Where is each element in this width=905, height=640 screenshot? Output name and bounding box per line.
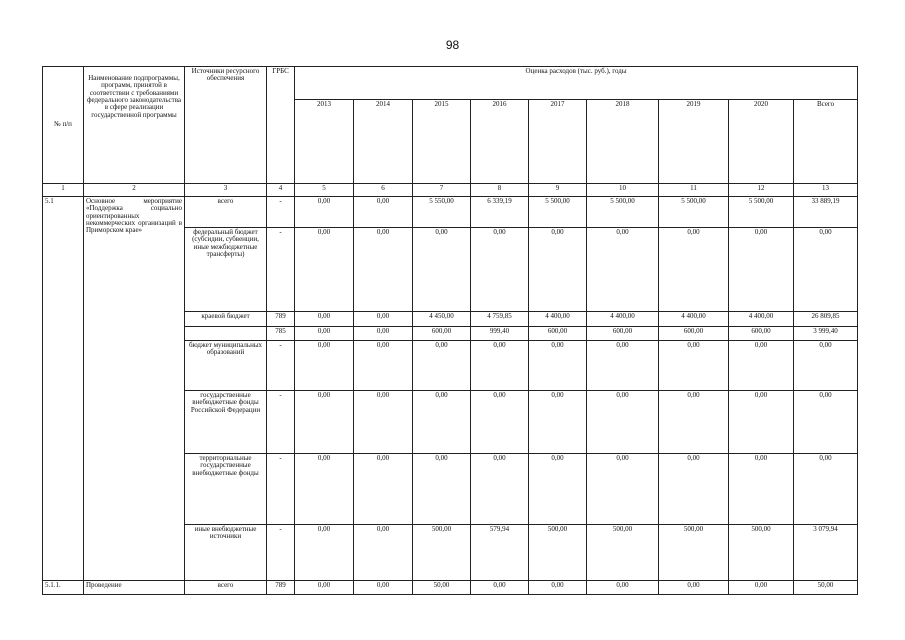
value-cell: 3 079,94: [794, 525, 858, 581]
value-cell: 0,00: [587, 391, 659, 454]
value-cell: 0,00: [295, 312, 354, 327]
value-cell: 4 400,00: [587, 312, 659, 327]
grbs-cell: -: [267, 525, 295, 581]
value-cell: 50,00: [413, 581, 471, 595]
value-cell: 5 500,00: [729, 197, 794, 228]
column-number: 13: [794, 184, 858, 197]
value-cell: 0,00: [354, 391, 413, 454]
value-cell: 0,00: [295, 454, 354, 525]
value-cell: 5 550,00: [413, 197, 471, 228]
year-header: 2019: [659, 100, 729, 184]
value-cell: 0,00: [659, 228, 729, 312]
value-cell: 0,00: [471, 228, 529, 312]
year-header: 2017: [529, 100, 587, 184]
column-number: 9: [529, 184, 587, 197]
value-cell: 0,00: [794, 391, 858, 454]
column-number-row: [43, 184, 858, 197]
value-cell: 0,00: [295, 228, 354, 312]
column-number: 4: [267, 184, 295, 197]
column-number: 3: [185, 184, 267, 197]
value-cell: 0,00: [413, 341, 471, 391]
value-cell: 0,00: [471, 391, 529, 454]
value-cell: 0,00: [659, 454, 729, 525]
value-cell: 0,00: [354, 454, 413, 525]
value-cell: 26 809,85: [794, 312, 858, 327]
grbs-cell: 785: [267, 327, 295, 341]
value-cell: 0,00: [295, 525, 354, 581]
budget-table: [42, 66, 858, 595]
value-cell: 0,00: [354, 341, 413, 391]
column-number: 11: [659, 184, 729, 197]
source-cell: государственные внебюджетные фонды Российской Федерации: [185, 391, 267, 454]
value-cell: 500,00: [587, 525, 659, 581]
value-cell: 0,00: [354, 581, 413, 595]
value-cell: 0,00: [729, 454, 794, 525]
source-cell: [185, 327, 267, 341]
value-cell: 0,00: [529, 454, 587, 525]
value-cell: 0,00: [354, 525, 413, 581]
value-cell: 0,00: [295, 197, 354, 228]
value-cell: 5 500,00: [587, 197, 659, 228]
value-cell: 0,00: [587, 341, 659, 391]
column-number: 5: [295, 184, 354, 197]
column-number: 1: [43, 184, 84, 197]
source-cell: иные внебюджетные источники: [185, 525, 267, 581]
source-cell: территориальные государственные внебюджетные фонды: [185, 454, 267, 525]
column-number: 8: [471, 184, 529, 197]
year-header: 2016: [471, 100, 529, 184]
header-num: № п/п: [43, 67, 84, 184]
value-cell: 0,00: [659, 391, 729, 454]
value-cell: 0,00: [413, 228, 471, 312]
header-estimate: Оценка расходов (тыс. руб.), годы: [295, 67, 858, 100]
value-cell: 0,00: [413, 391, 471, 454]
value-cell: 4 400,00: [659, 312, 729, 327]
grbs-cell: -: [267, 454, 295, 525]
value-cell: 0,00: [794, 341, 858, 391]
source-cell: федеральный бюджет (субсидии, субвенции, иные межбюджетные трансферты): [185, 228, 267, 312]
value-cell: 0,00: [354, 197, 413, 228]
grbs-cell: 789: [267, 581, 295, 595]
source-cell: краевой бюджет: [185, 312, 267, 327]
year-header: 2018: [587, 100, 659, 184]
grbs-cell: -: [267, 391, 295, 454]
column-number: 6: [354, 184, 413, 197]
value-cell: 6 339,19: [471, 197, 529, 228]
value-cell: 0,00: [729, 228, 794, 312]
value-cell: 0,00: [794, 454, 858, 525]
value-cell: 0,00: [729, 581, 794, 595]
header-row: [43, 67, 858, 100]
source-cell: всего: [185, 581, 267, 595]
value-cell: 4 400,00: [729, 312, 794, 327]
table-row: [43, 581, 858, 595]
value-cell: 50,00: [794, 581, 858, 595]
value-cell: 0,00: [529, 228, 587, 312]
value-cell: 500,00: [529, 525, 587, 581]
value-cell: 4 400,00: [529, 312, 587, 327]
value-cell: 0,00: [587, 581, 659, 595]
value-cell: 0,00: [659, 581, 729, 595]
value-cell: 0,00: [471, 341, 529, 391]
section-name: Основное мероприятие «Поддержка социально ориентированных некоммерческих организаций в Приморском крае»: [84, 197, 185, 581]
year-header: 2015: [413, 100, 471, 184]
column-number: 2: [84, 184, 185, 197]
value-cell: 0,00: [354, 327, 413, 341]
value-cell: 600,00: [729, 327, 794, 341]
value-cell: 579,94: [471, 525, 529, 581]
header-name: Наименование подпрограммы, программ, принятой в соответствии с требованиями федерального законодательства в сфере реализации государственной программы: [84, 67, 185, 184]
column-number: 7: [413, 184, 471, 197]
section-number: 5.1: [43, 197, 84, 581]
value-cell: 0,00: [413, 454, 471, 525]
total-header: Всего: [794, 100, 858, 184]
value-cell: 0,00: [729, 341, 794, 391]
header-grbs: ГРБС: [267, 67, 295, 184]
value-cell: 500,00: [659, 525, 729, 581]
grbs-cell: -: [267, 197, 295, 228]
value-cell: 0,00: [471, 581, 529, 595]
value-cell: 500,00: [413, 525, 471, 581]
column-number: 12: [729, 184, 794, 197]
year-header: 2020: [729, 100, 794, 184]
value-cell: 0,00: [295, 341, 354, 391]
value-cell: 0,00: [794, 228, 858, 312]
column-number: 10: [587, 184, 659, 197]
year-header: 2014: [354, 100, 413, 184]
value-cell: 0,00: [295, 327, 354, 341]
value-cell: 600,00: [659, 327, 729, 341]
value-cell: 0,00: [354, 228, 413, 312]
value-cell: 0,00: [529, 581, 587, 595]
value-cell: 5 500,00: [529, 197, 587, 228]
page-number: 98: [445, 38, 460, 52]
grbs-cell: -: [267, 228, 295, 312]
value-cell: 33 889,19: [794, 197, 858, 228]
value-cell: 5 500,00: [659, 197, 729, 228]
table-row: [43, 197, 858, 228]
value-cell: 600,00: [529, 327, 587, 341]
year-header: 2013: [295, 100, 354, 184]
value-cell: 0,00: [529, 391, 587, 454]
value-cell: 0,00: [659, 341, 729, 391]
grbs-cell: -: [267, 341, 295, 391]
source-cell: бюджет муниципальных образований: [185, 341, 267, 391]
value-cell: 4 450,00: [413, 312, 471, 327]
source-cell: всего: [185, 197, 267, 228]
value-cell: 0,00: [295, 581, 354, 595]
value-cell: 3 999,40: [794, 327, 858, 341]
subsection-number: 5.1.1.: [43, 581, 84, 595]
value-cell: 0,00: [729, 391, 794, 454]
value-cell: 0,00: [295, 391, 354, 454]
value-cell: 500,00: [729, 525, 794, 581]
value-cell: 4 759,85: [471, 312, 529, 327]
value-cell: 600,00: [413, 327, 471, 341]
value-cell: 0,00: [471, 454, 529, 525]
value-cell: 0,00: [587, 454, 659, 525]
value-cell: 0,00: [587, 228, 659, 312]
value-cell: 999,40: [471, 327, 529, 341]
grbs-cell: 789: [267, 312, 295, 327]
value-cell: 600,00: [587, 327, 659, 341]
value-cell: 0,00: [529, 341, 587, 391]
subsection-name: Проведение: [84, 581, 185, 595]
header-sources: Источники ресурсного обеспечения: [185, 67, 267, 184]
value-cell: 0,00: [354, 312, 413, 327]
